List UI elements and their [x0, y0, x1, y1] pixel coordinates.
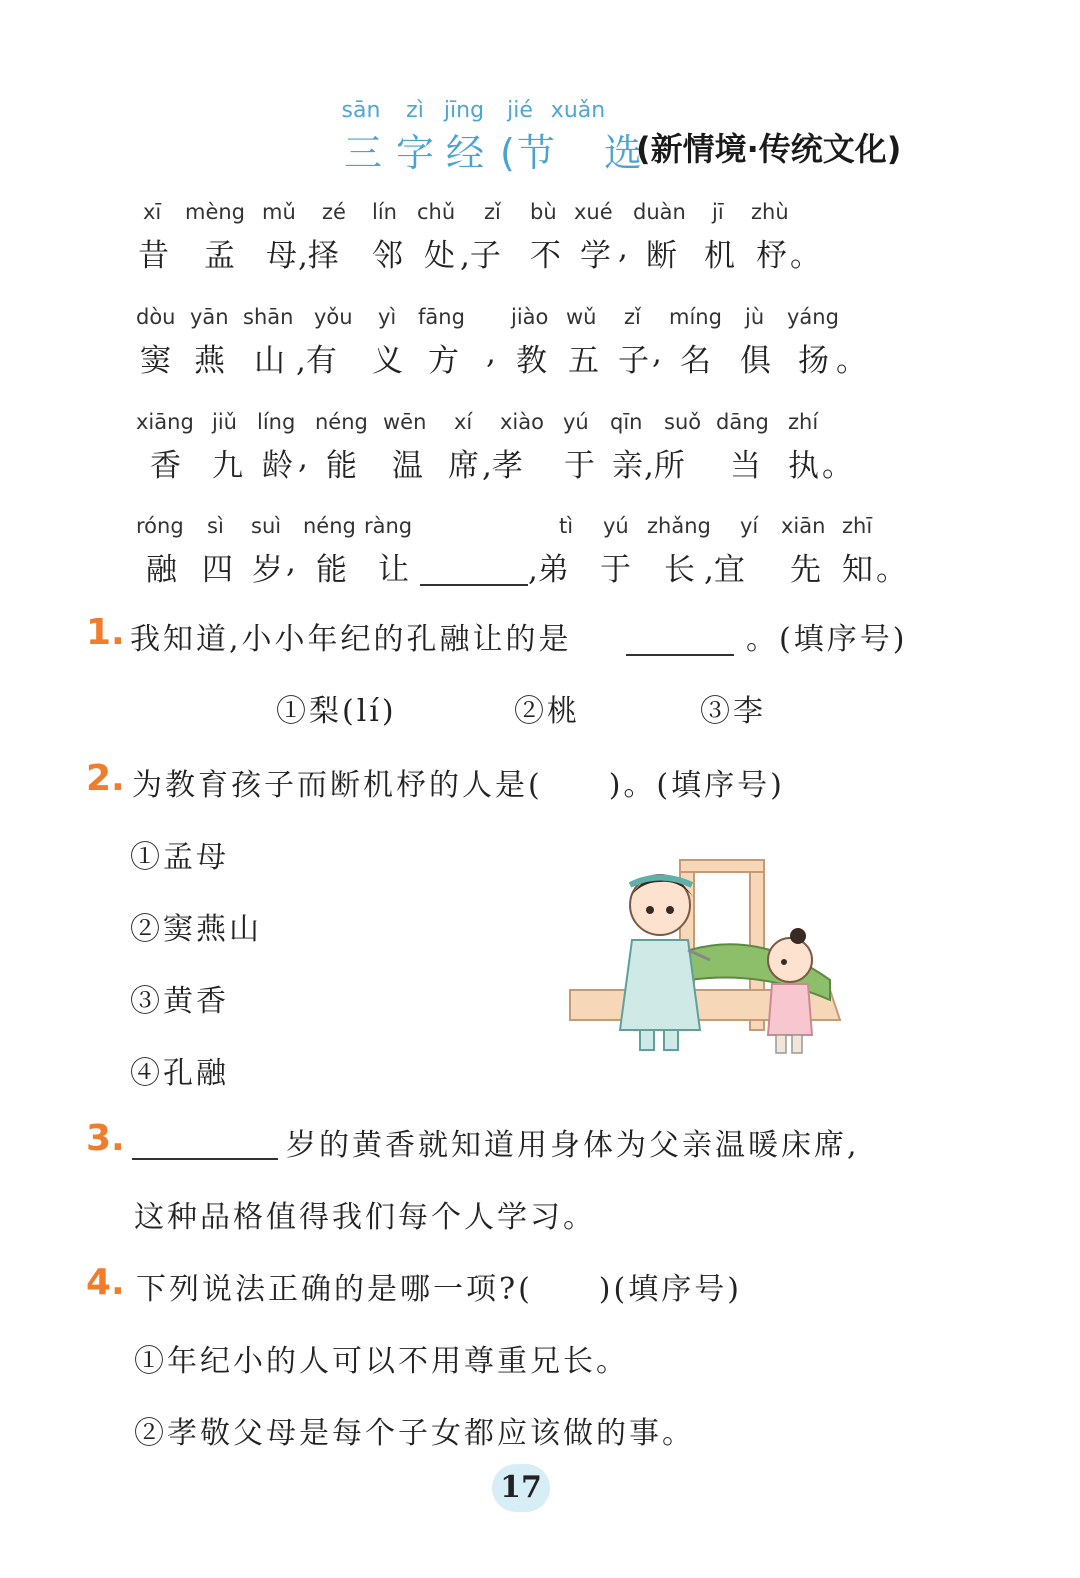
verse-1-char-14: 。: [790, 238, 821, 274]
verse-4-char-11: 先: [790, 552, 821, 588]
question-2-option-2[interactable]: ②窦燕山: [130, 912, 262, 947]
title-char-4: (节: [500, 131, 557, 175]
question-1-hint: 。(填序号): [746, 622, 908, 657]
verse-1-char-3: 母: [266, 238, 297, 274]
verse-4-char-13: 。: [876, 552, 907, 588]
verse-3-py-1: xiāng: [136, 410, 194, 434]
verse-3-py-2: jiǔ: [212, 410, 237, 434]
verse-4-py-8: zhǎng: [647, 514, 711, 538]
verse-2-char-1: 窦: [140, 343, 171, 379]
verse-3-py-11: dāng: [716, 410, 769, 434]
verse-1-char-12: 机: [704, 238, 735, 274]
verse-2-py-11: jù: [745, 305, 765, 329]
verse-2-py-2: yān: [190, 305, 229, 329]
verse-3-py-12: zhí: [788, 410, 819, 434]
verse-3-py-10: suǒ: [664, 410, 702, 434]
question-1-number: 1.: [86, 612, 125, 653]
verse-4-py-1: róng: [136, 514, 184, 538]
verse-1-py-1: xī: [143, 200, 162, 224]
question-1-option-2[interactable]: ②桃: [514, 694, 580, 729]
verse-3-py-4: néng: [315, 410, 368, 434]
title-tag: (新情境·传统文化): [636, 130, 902, 168]
verse-2-char-7: ,: [486, 335, 496, 371]
question-3-text: 岁的黄香就知道用身体为父亲温暖床席,: [286, 1128, 860, 1163]
verse-3-char-13: 执: [788, 448, 819, 484]
verse-2-py-8: wǔ: [566, 305, 597, 329]
verse-4-char-4: ,: [286, 544, 296, 580]
verse-2-char-12: 名: [680, 343, 711, 379]
verse-3-char-5: 能: [326, 448, 357, 484]
verse-2-py-12: yáng: [787, 305, 839, 329]
verse-4-py-9: yí: [740, 514, 759, 538]
verse-2-py-7: jiào: [511, 305, 549, 329]
verse-4-py-7: yú: [603, 514, 629, 538]
verse-1-py-12: zhù: [751, 200, 789, 224]
verse-4-char-2: 四: [202, 552, 233, 588]
verse-3-char-9: 于: [564, 448, 595, 484]
verse-1-char-6: 处: [424, 238, 455, 274]
verse-1-py-4: zé: [322, 200, 346, 224]
verse-3-char-8: ,孝: [482, 448, 523, 484]
verse-2-char-3: 山: [254, 343, 285, 379]
verse-2-py-5: yì: [378, 305, 397, 329]
verse-2-py-4: yǒu: [314, 305, 353, 329]
question-1-option-1[interactable]: ①梨(lí): [276, 694, 397, 729]
verse-2-char-2: 燕: [194, 343, 225, 379]
verse-4-char-1: 融: [146, 552, 177, 588]
verse-1-py-3: mǔ: [262, 200, 296, 224]
title-pinyin-4: jié: [507, 98, 533, 123]
verse-1-char-11: 断: [646, 238, 677, 274]
verse-3-char-12: 当: [730, 448, 761, 484]
verse-4-py-10: xiān: [781, 514, 826, 538]
verse-1-py-10: duàn: [633, 200, 686, 224]
page-title: [0, 122, 1080, 175]
title-char-3: 经: [446, 131, 487, 175]
verse-3-py-8: yú: [563, 410, 589, 434]
title-pinyin-3: jīng: [443, 98, 485, 123]
mengmu-loom-illustration-icon: [560, 840, 860, 1070]
verse-2-py-3: shān: [243, 305, 294, 329]
verse-1-char-1: 昔: [138, 238, 169, 274]
verse-1-char-10: ,: [618, 230, 628, 266]
question-4-option-2[interactable]: ②孝敬父母是每个子女都应该做的事。: [134, 1416, 695, 1451]
verse-1-py-11: jī: [712, 200, 724, 224]
question-1-text: 我知道,小小年纪的孔融让的是: [130, 622, 572, 657]
title-pinyin-5: xuǎn: [550, 98, 606, 123]
title-pinyin-2: zì: [406, 98, 424, 123]
verse-3-char-11: ,所: [644, 448, 685, 484]
verse-1-char-13: 杼: [756, 238, 787, 274]
verse-2-py-10: míng: [669, 305, 722, 329]
verse-4-py-6: tì: [559, 514, 574, 538]
question-2-text: 为教育孩子而断机杼的人是( )。(填序号): [132, 768, 785, 803]
title-pinyin-1: sān: [341, 98, 381, 123]
verse-2-py-6: fāng: [418, 305, 465, 329]
question-3-answer-blank[interactable]: [132, 1156, 278, 1160]
verse-4-char-5: 能: [316, 552, 347, 588]
verse-1-py-9: xué: [574, 200, 613, 224]
verse-4-char-12: 知: [842, 552, 873, 588]
question-4-text: 下列说法正确的是哪一项?( )(填序号): [136, 1272, 742, 1307]
verse-2-char-6: 方: [428, 343, 459, 379]
verse-4-py-4: néng: [303, 514, 356, 538]
title-char-5: 选: [604, 131, 645, 175]
verse-1-py-5: lín: [372, 200, 397, 224]
verse-4-char-9: 长: [664, 552, 695, 588]
question-2-option-3[interactable]: ③黄香: [130, 984, 229, 1019]
verse-2-char-14: 扬: [798, 343, 829, 379]
verse-3-py-7: xiào: [500, 410, 544, 434]
verse-1-char-2: 孟: [204, 238, 235, 274]
page-number: 17: [492, 1464, 550, 1512]
question-3-number: 3.: [86, 1118, 125, 1159]
verse-4-char-8: 于: [600, 552, 631, 588]
verse-3-char-4: ,: [298, 440, 308, 476]
verse-3-char-7: 席: [448, 448, 479, 484]
verse-1-char-7: ,子: [460, 238, 501, 274]
verse-3-char-6: 温: [392, 448, 423, 484]
verse-1-py-6: chǔ: [417, 200, 456, 224]
verse-4-py-5: ràng: [364, 514, 413, 538]
question-2-number: 2.: [86, 758, 125, 799]
verse-1-char-8: 不: [530, 238, 561, 274]
verse-1-char-4: ,择: [298, 238, 339, 274]
verse-4-char-6: 让: [378, 552, 409, 588]
verse-3-char-10: 亲: [612, 448, 643, 484]
verse-4-char-10: ,宜: [704, 552, 745, 588]
title-char-1: 三: [344, 131, 385, 175]
question-4-number: 4.: [86, 1262, 125, 1303]
question-1-option-3[interactable]: ③李: [700, 694, 766, 729]
verse-2-char-4: ,有: [296, 343, 337, 379]
question-2-option-1[interactable]: ①孟母: [130, 840, 229, 875]
verse-2-char-15: 。: [836, 343, 867, 379]
verse-3-char-14: 。: [822, 448, 853, 484]
verse-4-py-2: sì: [207, 514, 224, 538]
verse-3-char-1: 香: [150, 448, 181, 484]
verse-2-char-8: 教: [516, 343, 547, 379]
verse-2-char-9: 五: [568, 343, 599, 379]
question-4-option-1[interactable]: ①年纪小的人可以不用尊重兄长。: [134, 1344, 629, 1379]
question-2-option-4[interactable]: ④孔融: [130, 1056, 229, 1091]
verse-3-py-9: qīn: [610, 410, 643, 434]
verse-4-char-3: 岁: [252, 552, 283, 588]
verse-3-py-6: xí: [454, 410, 473, 434]
verse-4-blank[interactable]: [420, 582, 528, 586]
question-1-answer-blank[interactable]: [626, 652, 734, 656]
verse-3-char-2: 九: [212, 448, 243, 484]
verse-1-py-2: mèng: [185, 200, 246, 224]
question-3-text-continued: 这种品格值得我们每个人学习。: [134, 1200, 596, 1235]
verse-2-char-11: ,: [652, 335, 662, 371]
verse-4-py-11: zhī: [842, 514, 873, 538]
verse-1-py-8: bù: [530, 200, 557, 224]
verse-4-char-7: ,弟: [528, 552, 569, 588]
verse-2-char-10: 子: [618, 343, 649, 379]
verse-3-char-3: 龄: [262, 448, 293, 484]
verse-2-char-5: 义: [372, 343, 403, 379]
verse-2-py-1: dòu: [136, 305, 176, 329]
verse-3-py-5: wēn: [383, 410, 427, 434]
verse-2-char-13: 俱: [740, 343, 771, 379]
verse-1-char-9: 学: [580, 238, 611, 274]
verse-1-py-7: zǐ: [484, 200, 501, 224]
verse-4-py-3: suì: [251, 514, 282, 538]
verse-2-py-9: zǐ: [624, 305, 641, 329]
verse-3-py-3: líng: [257, 410, 296, 434]
verse-1-char-5: 邻: [372, 238, 403, 274]
title-char-2: 字: [396, 131, 437, 175]
